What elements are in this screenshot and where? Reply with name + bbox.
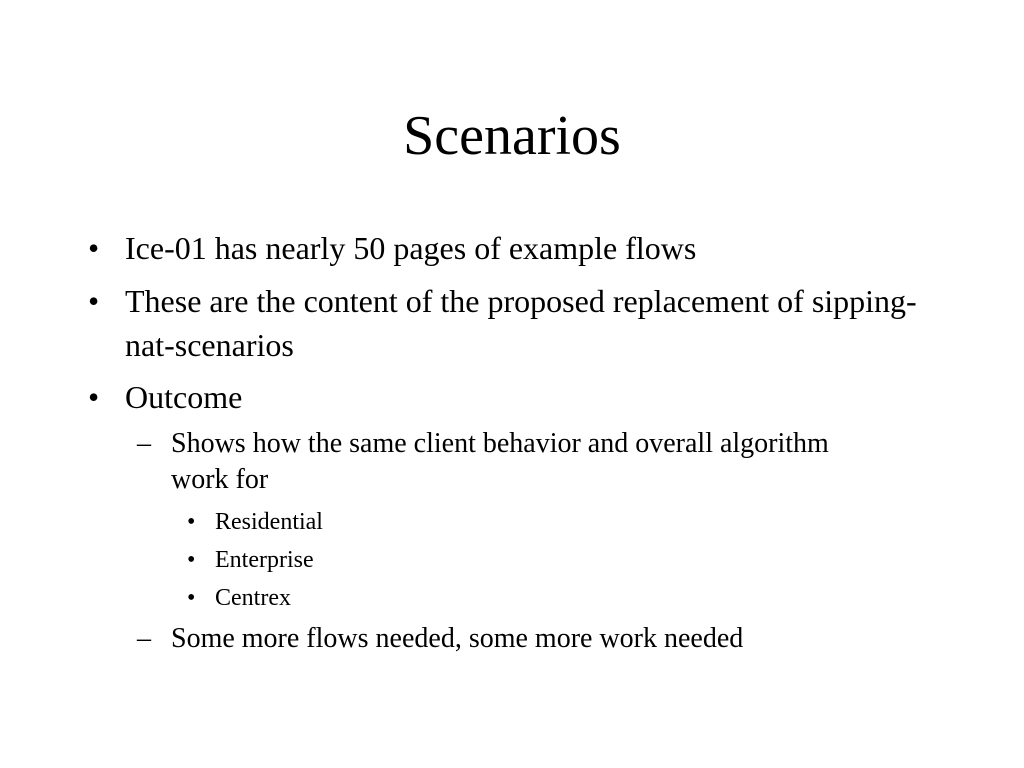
- bullet-text: These are the content of the proposed replacement of sipping-nat-scenarios: [125, 283, 917, 363]
- sub-bullet-text: Shows how the same client behavior and overall algorithm work for: [171, 428, 829, 495]
- sub-sub-bullet-item: [0, 545, 960, 575]
- sub-bullet-marker: –: [137, 428, 151, 459]
- sub-sub-bullet-text: Residential: [215, 509, 323, 535]
- bullet-marker: •: [88, 379, 100, 415]
- bullet-item: [0, 226, 960, 270]
- bullet-item: [0, 279, 960, 367]
- bullet-marker: •: [88, 230, 100, 266]
- sub-sub-bullet-text: Centrex: [215, 585, 291, 611]
- sub-sub-bullet-item: [0, 507, 960, 537]
- bullet-item: [0, 375, 960, 419]
- bullet-text: Ice-01 has nearly 50 pages of example flows: [125, 230, 697, 266]
- sub-sub-bullet-text: Enterprise: [215, 547, 314, 573]
- sub-sub-bullet-item: [0, 583, 960, 613]
- sub-sub-bullet-marker: •: [187, 547, 196, 573]
- sub-sub-bullet-marker: •: [187, 585, 196, 611]
- bullet-marker: •: [88, 283, 100, 319]
- bullet-text: Outcome: [125, 379, 243, 415]
- slide-title: Scenarios: [403, 105, 621, 167]
- sub-bullet-marker: –: [137, 623, 151, 654]
- sub-sub-bullet-marker: •: [187, 509, 196, 535]
- sub-bullet-item: [0, 426, 960, 498]
- sub-bullet-item: [0, 621, 960, 657]
- sub-bullet-text: Some more flows needed, some more work needed: [171, 623, 744, 654]
